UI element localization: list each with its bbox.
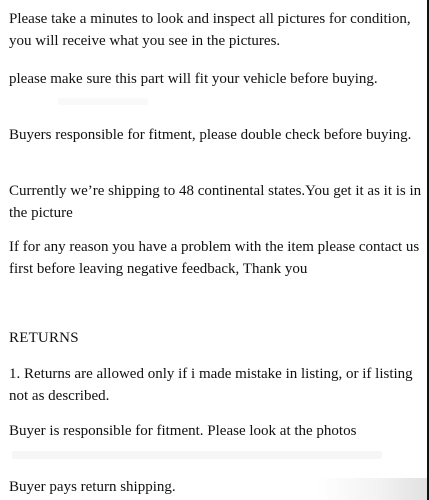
returns-fitment-paragraph: Buyer is responsible for fitment. Please look at the photos <box>9 423 357 439</box>
contact-paragraph: If for any reason you have a problem with the item please contact us first before leaving negative feedback, Thank you <box>9 239 420 277</box>
faint-background-text <box>12 451 382 459</box>
returns-allowed-paragraph: 1. Returns are allowed only if i made mistake in listing, or if listing not as described. <box>9 366 413 404</box>
fitment-paragraph: Buyers responsible for fitment, please double check before buying. <box>9 127 412 143</box>
fit-check-paragraph: please make sure this part will fit your vehicle before buying. <box>9 71 378 87</box>
scan-shadow <box>317 478 427 500</box>
faint-scan-mark <box>58 98 148 105</box>
return-shipping-paragraph: Buyer pays return shipping. <box>9 479 176 495</box>
shipping-paragraph: Currently we’re shipping to 48 continental states.You get it as it is in the picture <box>9 183 422 221</box>
returns-heading: RETURNS <box>9 330 79 346</box>
inspect-pictures-paragraph: Please take a minutes to look and inspect all pictures for condition, you will receive what you see in the pictures. <box>9 11 411 49</box>
